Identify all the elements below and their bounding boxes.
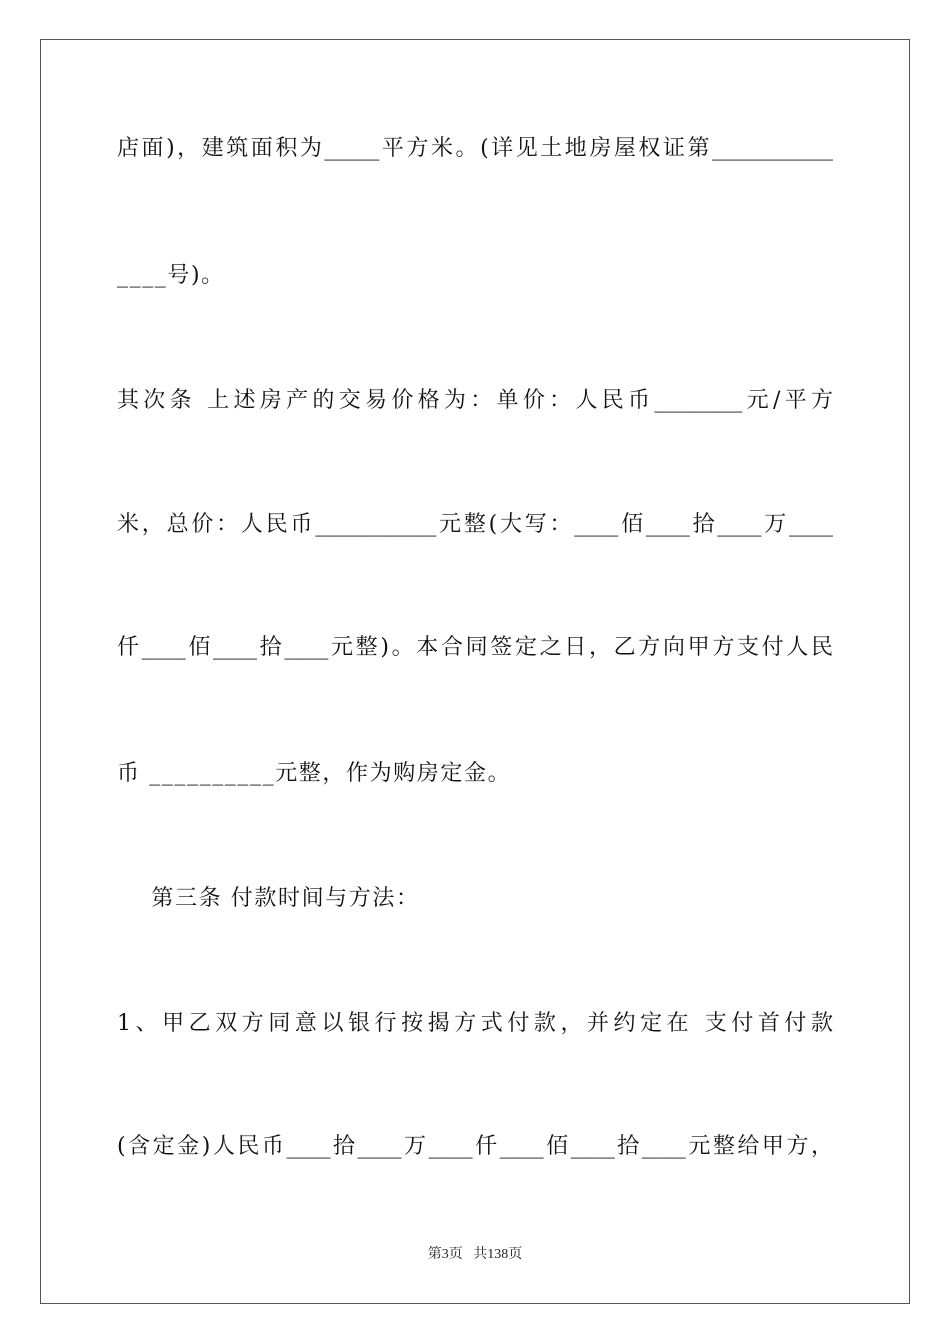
page-border xyxy=(40,39,910,1304)
contract-line-1: 店面)，建筑面积为_____平方米。(详见土地房屋权证第___________ xyxy=(117,136,833,161)
contract-line-6: 币 __________元整，作为购房定金。 xyxy=(117,761,512,786)
contract-line-4: 米，总价：人民币___________元整(大写：____佰____拾____万____ xyxy=(117,512,833,537)
contract-line-3: 其次条 上述房产的交易价格为：单价：人民币________元/平方 xyxy=(117,388,833,413)
page-number-footer: 第3页 共138页 xyxy=(427,1247,523,1262)
section-heading-article-3: 第三条 付款时间与方法： xyxy=(117,886,420,911)
contract-line-5: 仟____佰____拾____元整)。本合同签定之日，乙方向甲方支付人民 xyxy=(117,635,833,660)
contract-line-2: ____号)。 xyxy=(117,263,225,288)
contract-line-9: (含定金)人民币____拾____万____仟____佰____拾____元整给甲方， xyxy=(117,1134,833,1159)
contract-line-8: 1、甲乙双方同意以银行按揭方式付款，并约定在 支付首付款 xyxy=(117,1011,833,1036)
